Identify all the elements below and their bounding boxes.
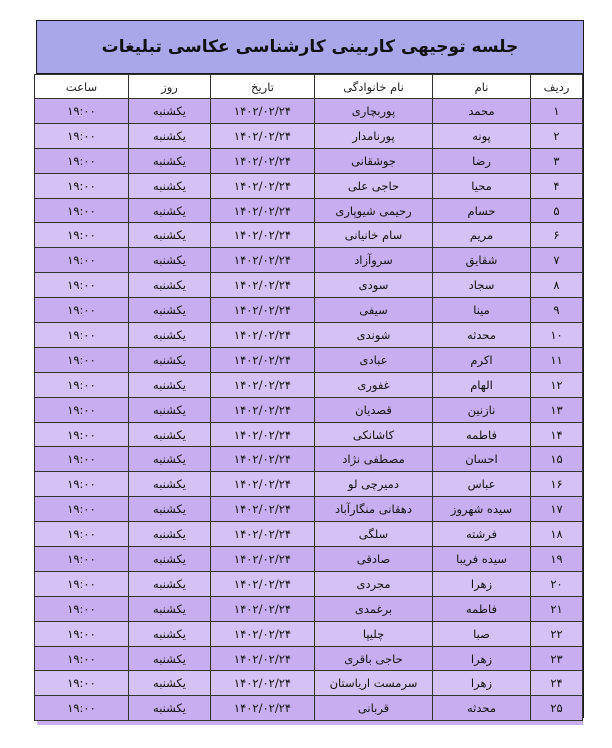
cell-time: ۱۹:۰۰ <box>35 99 129 124</box>
cell-last-name: مصطفی نژاد <box>315 447 433 472</box>
table-row <box>35 323 583 348</box>
cell-day: یکشنبه <box>129 248 211 273</box>
table-row <box>35 248 583 273</box>
cell-date: ۱۴۰۲/۰۲/۲۴ <box>211 273 315 298</box>
cell-last-name: شوندی <box>315 323 433 348</box>
table-header-row <box>35 75 583 99</box>
cell-last-name: سام خانیانی <box>315 223 433 248</box>
cell-time: ۱۹:۰۰ <box>35 547 129 572</box>
table-row <box>35 397 583 422</box>
cell-first-name: نازنین <box>433 397 531 422</box>
cell-date: ۱۴۰۲/۰۲/۲۴ <box>211 422 315 447</box>
cell-day: یکشنبه <box>129 347 211 372</box>
cell-time: ۱۹:۰۰ <box>35 173 129 198</box>
cell-day: یکشنبه <box>129 497 211 522</box>
cell-last-name: غفوری <box>315 372 433 397</box>
column-header-last-name: نام خانوادگی <box>315 75 433 99</box>
cell-last-name: سلگی <box>315 522 433 547</box>
cell-first-name: زهرا <box>433 671 531 696</box>
cell-time: ۱۹:۰۰ <box>35 646 129 671</box>
cell-row-number: ۱۱ <box>531 347 583 372</box>
cell-day: یکشنبه <box>129 422 211 447</box>
cell-day: یکشنبه <box>129 571 211 596</box>
cell-date: ۱۴۰۲/۰۲/۲۴ <box>211 472 315 497</box>
column-header-date: تاریخ <box>211 75 315 99</box>
cell-first-name: زهرا <box>433 571 531 596</box>
cell-day: یکشنبه <box>129 173 211 198</box>
cell-last-name: چلیپا <box>315 621 433 646</box>
cell-row-number: ۶ <box>531 223 583 248</box>
cell-date: ۱۴۰۲/۰۲/۲۴ <box>211 646 315 671</box>
table-row <box>35 447 583 472</box>
table-row <box>35 497 583 522</box>
cell-day: یکشنبه <box>129 298 211 323</box>
cell-first-name: سیده شهروز <box>433 497 531 522</box>
cell-last-name: عبادی <box>315 347 433 372</box>
column-header-row-number: ردیف <box>531 75 583 99</box>
cell-day: یکشنبه <box>129 522 211 547</box>
column-header-day: روز <box>129 75 211 99</box>
cell-row-number: ۲۳ <box>531 646 583 671</box>
page-title: جلسه توجیهی کاربینی کارشناسی عکاسی تبلیغات <box>37 21 583 74</box>
cell-last-name: مجردی <box>315 571 433 596</box>
cell-last-name: سروآزاد <box>315 248 433 273</box>
cell-time: ۱۹:۰۰ <box>35 621 129 646</box>
cell-first-name: محیا <box>433 173 531 198</box>
cell-day: یکشنبه <box>129 621 211 646</box>
cell-row-number: ۲۵ <box>531 696 583 721</box>
cell-date: ۱۴۰۲/۰۲/۲۴ <box>211 198 315 223</box>
cell-last-name: قربانی <box>315 696 433 721</box>
cell-date: ۱۴۰۲/۰۲/۲۴ <box>211 696 315 721</box>
table-row <box>35 422 583 447</box>
cell-row-number: ۲ <box>531 123 583 148</box>
cell-day: یکشنبه <box>129 323 211 348</box>
cell-date: ۱۴۰۲/۰۲/۲۴ <box>211 298 315 323</box>
cell-row-number: ۱۲ <box>531 372 583 397</box>
cell-time: ۱۹:۰۰ <box>35 223 129 248</box>
table-row <box>35 148 583 173</box>
cell-first-name: شقایق <box>433 248 531 273</box>
cell-last-name: قصدیان <box>315 397 433 422</box>
table-row <box>35 99 583 124</box>
cell-row-number: ۱۸ <box>531 522 583 547</box>
cell-last-name: پورنامدار <box>315 123 433 148</box>
cell-day: یکشنبه <box>129 123 211 148</box>
table-row <box>35 372 583 397</box>
cell-row-number: ۲۲ <box>531 621 583 646</box>
cell-date: ۱۴۰۲/۰۲/۲۴ <box>211 621 315 646</box>
cell-row-number: ۱۵ <box>531 447 583 472</box>
cell-first-name: الهام <box>433 372 531 397</box>
cell-day: یکشنبه <box>129 397 211 422</box>
cell-day: یکشنبه <box>129 472 211 497</box>
table-body <box>35 99 583 721</box>
table-row <box>35 198 583 223</box>
cell-day: یکشنبه <box>129 223 211 248</box>
column-header-time: ساعت <box>35 75 129 99</box>
cell-first-name: مینا <box>433 298 531 323</box>
cell-date: ۱۴۰۲/۰۲/۲۴ <box>211 671 315 696</box>
cell-last-name: صادقی <box>315 547 433 572</box>
table-row <box>35 696 583 721</box>
cell-day: یکشنبه <box>129 447 211 472</box>
cell-time: ۱۹:۰۰ <box>35 671 129 696</box>
table-row <box>35 223 583 248</box>
cell-date: ۱۴۰۲/۰۲/۲۴ <box>211 447 315 472</box>
schedule-table <box>34 74 583 721</box>
cell-date: ۱۴۰۲/۰۲/۲۴ <box>211 547 315 572</box>
cell-row-number: ۱۹ <box>531 547 583 572</box>
cell-first-name: محدثه <box>433 323 531 348</box>
cell-first-name: احسان <box>433 447 531 472</box>
cell-time: ۱۹:۰۰ <box>35 198 129 223</box>
cell-day: یکشنبه <box>129 646 211 671</box>
cell-date: ۱۴۰۲/۰۲/۲۴ <box>211 372 315 397</box>
column-header-first-name: نام <box>433 75 531 99</box>
cell-time: ۱۹:۰۰ <box>35 347 129 372</box>
cell-time: ۱۹:۰۰ <box>35 571 129 596</box>
cell-row-number: ۱۳ <box>531 397 583 422</box>
cell-date: ۱۴۰۲/۰۲/۲۴ <box>211 323 315 348</box>
table-row <box>35 571 583 596</box>
cell-time: ۱۹:۰۰ <box>35 123 129 148</box>
cell-time: ۱۹:۰۰ <box>35 422 129 447</box>
cell-last-name: رحیمی شیوپاری <box>315 198 433 223</box>
table-row <box>35 123 583 148</box>
cell-time: ۱۹:۰۰ <box>35 497 129 522</box>
cell-first-name: عباس <box>433 472 531 497</box>
cell-row-number: ۷ <box>531 248 583 273</box>
cell-last-name: حاجی باقری <box>315 646 433 671</box>
cell-last-name: دهقانی منگارآباد <box>315 497 433 522</box>
cell-date: ۱۴۰۲/۰۲/۲۴ <box>211 248 315 273</box>
table-row <box>35 173 583 198</box>
table-row <box>35 347 583 372</box>
cell-row-number: ۵ <box>531 198 583 223</box>
cell-first-name: اکرم <box>433 347 531 372</box>
cell-day: یکشنبه <box>129 198 211 223</box>
cell-first-name: زهرا <box>433 646 531 671</box>
cell-first-name: سجاد <box>433 273 531 298</box>
cell-date: ۱۴۰۲/۰۲/۲۴ <box>211 347 315 372</box>
cell-row-number: ۱۴ <box>531 422 583 447</box>
cell-first-name: محمد <box>433 99 531 124</box>
cell-first-name: حسام <box>433 198 531 223</box>
cell-time: ۱۹:۰۰ <box>35 447 129 472</box>
cell-date: ۱۴۰۲/۰۲/۲۴ <box>211 173 315 198</box>
table-row <box>35 646 583 671</box>
cell-first-name: رضا <box>433 148 531 173</box>
cell-row-number: ۱۶ <box>531 472 583 497</box>
table-row <box>35 547 583 572</box>
table-row <box>35 671 583 696</box>
table-row <box>35 273 583 298</box>
cell-last-name: دمیرچی لو <box>315 472 433 497</box>
schedule-sheet <box>36 20 584 718</box>
cell-day: یکشنبه <box>129 696 211 721</box>
cell-date: ۱۴۰۲/۰۲/۲۴ <box>211 148 315 173</box>
cell-day: یکشنبه <box>129 671 211 696</box>
cell-date: ۱۴۰۲/۰۲/۲۴ <box>211 397 315 422</box>
cell-last-name: پوربچاری <box>315 99 433 124</box>
cell-first-name: سیده فریبا <box>433 547 531 572</box>
cell-time: ۱۹:۰۰ <box>35 596 129 621</box>
table-row <box>35 472 583 497</box>
cell-row-number: ۱ <box>531 99 583 124</box>
cell-day: یکشنبه <box>129 148 211 173</box>
cell-last-name: جوشقانی <box>315 148 433 173</box>
cell-time: ۱۹:۰۰ <box>35 148 129 173</box>
cell-time: ۱۹:۰۰ <box>35 273 129 298</box>
cell-date: ۱۴۰۲/۰۲/۲۴ <box>211 522 315 547</box>
cell-first-name: صبا <box>433 621 531 646</box>
cell-day: یکشنبه <box>129 547 211 572</box>
cell-first-name: فاطمه <box>433 596 531 621</box>
cell-row-number: ۲۱ <box>531 596 583 621</box>
cell-last-name: سیفی <box>315 298 433 323</box>
cell-first-name: محدثه <box>433 696 531 721</box>
cell-time: ۱۹:۰۰ <box>35 472 129 497</box>
cell-date: ۱۴۰۲/۰۲/۲۴ <box>211 497 315 522</box>
cell-last-name: برغمدی <box>315 596 433 621</box>
table-row <box>35 596 583 621</box>
cell-row-number: ۹ <box>531 298 583 323</box>
table-row <box>35 621 583 646</box>
table-row <box>35 522 583 547</box>
cell-row-number: ۳ <box>531 148 583 173</box>
table-row <box>35 298 583 323</box>
cell-day: یکشنبه <box>129 596 211 621</box>
cell-date: ۱۴۰۲/۰۲/۲۴ <box>211 123 315 148</box>
cell-time: ۱۹:۰۰ <box>35 397 129 422</box>
cell-first-name: فرشته <box>433 522 531 547</box>
cell-date: ۱۴۰۲/۰۲/۲۴ <box>211 596 315 621</box>
cell-time: ۱۹:۰۰ <box>35 248 129 273</box>
cell-row-number: ۱۰ <box>531 323 583 348</box>
cell-time: ۱۹:۰۰ <box>35 298 129 323</box>
cell-row-number: ۲۴ <box>531 671 583 696</box>
cell-row-number: ۲۰ <box>531 571 583 596</box>
cell-time: ۱۹:۰۰ <box>35 696 129 721</box>
cell-last-name: سودی <box>315 273 433 298</box>
cell-date: ۱۴۰۲/۰۲/۲۴ <box>211 99 315 124</box>
cell-time: ۱۹:۰۰ <box>35 372 129 397</box>
cell-first-name: فاطمه <box>433 422 531 447</box>
cell-first-name: پونه <box>433 123 531 148</box>
cell-row-number: ۸ <box>531 273 583 298</box>
cell-row-number: ۴ <box>531 173 583 198</box>
cell-date: ۱۴۰۲/۰۲/۲۴ <box>211 571 315 596</box>
cell-day: یکشنبه <box>129 372 211 397</box>
cell-last-name: سرمست اریاستان <box>315 671 433 696</box>
cell-row-number: ۱۷ <box>531 497 583 522</box>
cell-time: ۱۹:۰۰ <box>35 323 129 348</box>
cell-first-name: مریم <box>433 223 531 248</box>
cell-last-name: حاجی علی <box>315 173 433 198</box>
cell-date: ۱۴۰۲/۰۲/۲۴ <box>211 223 315 248</box>
cell-time: ۱۹:۰۰ <box>35 522 129 547</box>
cell-day: یکشنبه <box>129 99 211 124</box>
cell-day: یکشنبه <box>129 273 211 298</box>
cell-last-name: کاشانکی <box>315 422 433 447</box>
table-bottom-strip <box>37 721 583 725</box>
